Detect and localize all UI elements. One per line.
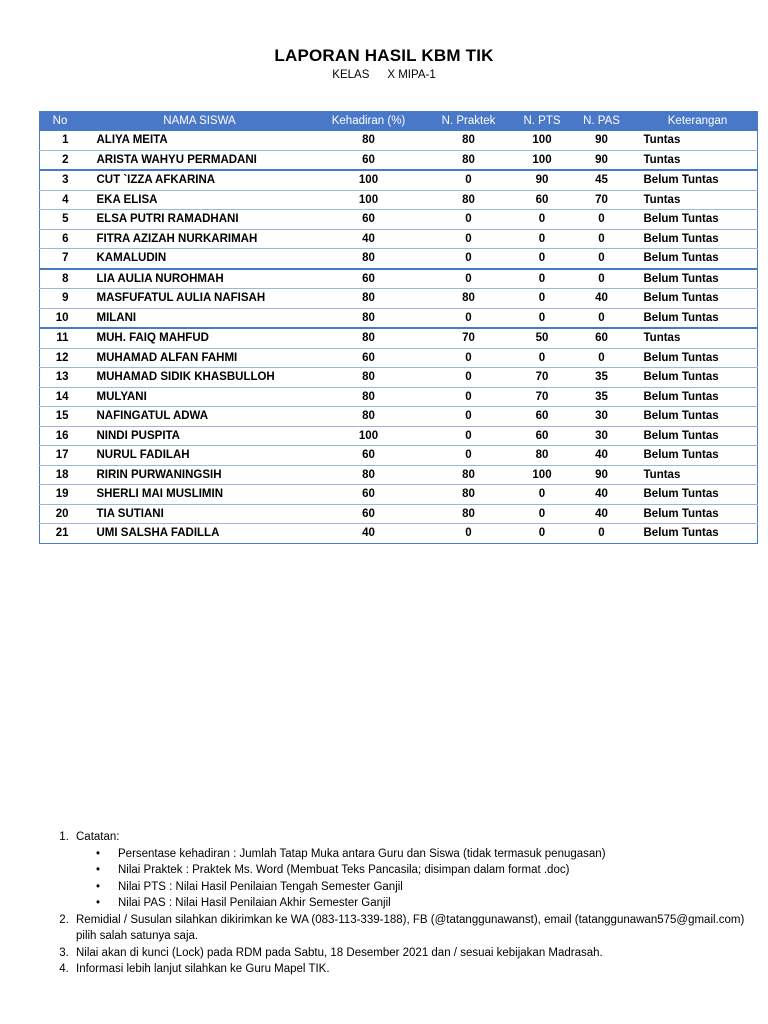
cell-pas: 0 [566, 348, 638, 368]
bullet-text: Nilai Praktek : Praktek Ms. Word (Membuat Teks Pancasila; disimpan dalam format .doc) [118, 864, 570, 876]
cell-pts: 0 [519, 504, 566, 524]
cell-praktek: 80 [419, 190, 519, 210]
cell-no: 20 [40, 504, 81, 524]
cell-no: 13 [40, 368, 81, 388]
cell-keterangan: Belum Tuntas [638, 407, 758, 427]
cell-praktek: 80 [419, 485, 519, 505]
cell-kehadiran: 60 [319, 348, 419, 368]
cell-pas: 0 [566, 269, 638, 289]
table-row [40, 150, 758, 170]
cell-no: 3 [40, 170, 81, 190]
note-item [72, 829, 750, 912]
kelas-value: X MIPA-1 [387, 69, 436, 81]
note-bullet [96, 846, 750, 863]
note-text: Remidial / Susulan silahkan dikirimkan ke WA (083-113-339-188), FB (@tatanggunawanst), email (tatanggunawan575@gmail.com) pilih salah satunya saja. [76, 913, 745, 942]
cell-kehadiran: 80 [319, 131, 419, 151]
cell-name: ALIYA MEITA [81, 131, 319, 151]
table-row [40, 485, 758, 505]
cell-kehadiran: 80 [319, 328, 419, 348]
cell-pas: 40 [566, 446, 638, 466]
cell-pts: 100 [519, 131, 566, 151]
cell-pts: 0 [519, 348, 566, 368]
cell-name: TIA SUTIANI [81, 504, 319, 524]
cell-pts: 50 [519, 328, 566, 348]
cell-praktek: 0 [419, 348, 519, 368]
cell-praktek: 0 [419, 229, 519, 249]
cell-no: 4 [40, 190, 81, 210]
cell-pas: 90 [566, 150, 638, 170]
cell-keterangan: Belum Tuntas [638, 308, 758, 328]
cell-keterangan: Belum Tuntas [638, 446, 758, 466]
cell-name: ARISTA WAHYU PERMADANI [81, 150, 319, 170]
cell-keterangan: Belum Tuntas [638, 426, 758, 446]
cell-keterangan: Tuntas [638, 150, 758, 170]
cell-name: UMI SALSHA FADILLA [81, 524, 319, 544]
cell-no: 2 [40, 150, 81, 170]
cell-kehadiran: 100 [319, 426, 419, 446]
cell-kehadiran: 80 [319, 249, 419, 269]
cell-praktek: 0 [419, 524, 519, 544]
cell-kehadiran: 60 [319, 504, 419, 524]
cell-keterangan: Belum Tuntas [638, 348, 758, 368]
table-row [40, 328, 758, 348]
cell-kehadiran: 60 [319, 210, 419, 230]
cell-pts: 90 [519, 170, 566, 190]
class-info [0, 69, 768, 81]
cell-pts: 100 [519, 465, 566, 485]
cell-pts: 70 [519, 387, 566, 407]
cell-praktek: 0 [419, 249, 519, 269]
cell-no: 12 [40, 348, 81, 368]
cell-keterangan: Tuntas [638, 131, 758, 151]
cell-name: MUHAMAD ALFAN FAHMI [81, 348, 319, 368]
cell-name: LIA AULIA NUROHMAH [81, 269, 319, 289]
cell-no: 11 [40, 328, 81, 348]
cell-no: 8 [40, 269, 81, 289]
cell-name: EKA ELISA [81, 190, 319, 210]
cell-no: 18 [40, 465, 81, 485]
note-text: Catatan: [76, 831, 120, 843]
table-row [40, 249, 758, 269]
cell-pts: 0 [519, 249, 566, 269]
cell-keterangan: Tuntas [638, 465, 758, 485]
cell-praktek: 0 [419, 368, 519, 388]
cell-keterangan: Tuntas [638, 190, 758, 210]
cell-pas: 0 [566, 229, 638, 249]
cell-no: 10 [40, 308, 81, 328]
cell-keterangan: Belum Tuntas [638, 229, 758, 249]
cell-name: NAFINGATUL ADWA [81, 407, 319, 427]
cell-keterangan: Belum Tuntas [638, 485, 758, 505]
table-row [40, 170, 758, 190]
cell-praktek: 80 [419, 150, 519, 170]
cell-no: 17 [40, 446, 81, 466]
cell-no: 19 [40, 485, 81, 505]
cell-keterangan: Belum Tuntas [638, 269, 758, 289]
cell-kehadiran: 100 [319, 190, 419, 210]
table-row [40, 524, 758, 544]
table-row [40, 308, 758, 328]
cell-praktek: 0 [419, 269, 519, 289]
cell-keterangan: Belum Tuntas [638, 368, 758, 388]
col-header-no: No [40, 112, 81, 131]
cell-pts: 70 [519, 368, 566, 388]
col-header-kehadiran: Kehadiran (%) [319, 112, 419, 131]
cell-pts: 0 [519, 289, 566, 309]
page-title: LAPORAN HASIL KBM TIK [274, 46, 494, 65]
cell-pas: 60 [566, 328, 638, 348]
cell-kehadiran: 80 [319, 387, 419, 407]
table-header-row [40, 112, 758, 131]
cell-pts: 0 [519, 524, 566, 544]
kelas-label: KELAS [332, 69, 370, 81]
cell-name: NINDI PUSPITA [81, 426, 319, 446]
col-header-pas: N. PAS [566, 112, 638, 131]
cell-no: 1 [40, 131, 81, 151]
cell-no: 16 [40, 426, 81, 446]
table-row [40, 368, 758, 388]
cell-pas: 35 [566, 368, 638, 388]
table-row [40, 210, 758, 230]
cell-kehadiran: 60 [319, 150, 419, 170]
cell-praktek: 0 [419, 210, 519, 230]
cell-keterangan: Belum Tuntas [638, 210, 758, 230]
cell-praktek: 0 [419, 446, 519, 466]
note-item [72, 912, 750, 945]
cell-name: MUHAMAD SIDIK KHASBULLOH [81, 368, 319, 388]
cell-pas: 30 [566, 407, 638, 427]
cell-pas: 30 [566, 426, 638, 446]
cell-praktek: 0 [419, 170, 519, 190]
cell-name: SHERLI MAI MUSLIMIN [81, 485, 319, 505]
cell-name: MASFUFATUL AULIA NAFISAH [81, 289, 319, 309]
cell-kehadiran: 80 [319, 289, 419, 309]
cell-pas: 90 [566, 465, 638, 485]
cell-name: CUT `IZZA AFKARINA [81, 170, 319, 190]
cell-kehadiran: 60 [319, 485, 419, 505]
cell-pas: 70 [566, 190, 638, 210]
cell-name: NURUL FADILAH [81, 446, 319, 466]
cell-pas: 40 [566, 504, 638, 524]
cell-praktek: 80 [419, 504, 519, 524]
cell-pts: 60 [519, 407, 566, 427]
table-row [40, 190, 758, 210]
cell-keterangan: Belum Tuntas [638, 170, 758, 190]
cell-keterangan: Tuntas [638, 328, 758, 348]
table-row [40, 426, 758, 446]
cell-praktek: 80 [419, 289, 519, 309]
table-row [40, 387, 758, 407]
bullet-text: Nilai PTS : Nilai Hasil Penilaian Tengah Semester Ganjil [118, 880, 403, 893]
cell-no: 21 [40, 524, 81, 544]
cell-name: RIRIN PURWANINGSIH [81, 465, 319, 485]
cell-pts: 80 [519, 446, 566, 466]
table-row [40, 465, 758, 485]
cell-pts: 60 [519, 426, 566, 446]
note-text: Nilai akan di kunci (Lock) pada RDM pada Sabtu, 18 Desember 2021 dan / sesuai kebijakan Madrasah. [76, 946, 603, 959]
note-item [72, 961, 750, 978]
bullet-text: Persentase kehadiran : Jumlah Tatap Muka antara Guru dan Siswa (tidak termasuk penugasan) [118, 847, 606, 860]
cell-pas: 90 [566, 131, 638, 151]
cell-pas: 0 [566, 524, 638, 544]
note-bullets [76, 846, 750, 912]
grade-table [39, 111, 758, 544]
cell-kehadiran: 100 [319, 170, 419, 190]
cell-keterangan: Belum Tuntas [638, 387, 758, 407]
cell-no: 15 [40, 407, 81, 427]
cell-praktek: 0 [419, 407, 519, 427]
cell-kehadiran: 80 [319, 465, 419, 485]
cell-keterangan: Belum Tuntas [638, 524, 758, 544]
table-row [40, 289, 758, 309]
cell-kehadiran: 60 [319, 269, 419, 289]
table-row [40, 407, 758, 427]
cell-kehadiran: 80 [319, 308, 419, 328]
cell-keterangan: Belum Tuntas [638, 504, 758, 524]
cell-pts: 0 [519, 269, 566, 289]
cell-kehadiran: 80 [319, 368, 419, 388]
note-item [72, 945, 750, 962]
notes-list [50, 829, 750, 978]
cell-name: MUH. FAIQ MAHFUD [81, 328, 319, 348]
col-header-name: NAMA SISWA [81, 112, 319, 131]
cell-pts: 60 [519, 190, 566, 210]
table-row [40, 446, 758, 466]
cell-no: 9 [40, 289, 81, 309]
cell-kehadiran: 40 [319, 524, 419, 544]
cell-name: FITRA AZIZAH NURKARIMAH [81, 229, 319, 249]
cell-pts: 0 [519, 308, 566, 328]
table-row [40, 131, 758, 151]
cell-pas: 40 [566, 485, 638, 505]
notes-section [50, 829, 750, 978]
cell-name: MULYANI [81, 387, 319, 407]
cell-pts: 100 [519, 150, 566, 170]
table-row [40, 348, 758, 368]
cell-pts: 0 [519, 210, 566, 230]
note-bullet [96, 862, 750, 879]
cell-pts: 0 [519, 485, 566, 505]
cell-pts: 0 [519, 229, 566, 249]
cell-no: 14 [40, 387, 81, 407]
note-text: Informasi lebih lanjut silahkan ke Guru Mapel TIK. [76, 963, 330, 975]
cell-name: KAMALUDIN [81, 249, 319, 269]
cell-praktek: 80 [419, 131, 519, 151]
cell-pas: 35 [566, 387, 638, 407]
cell-no: 6 [40, 229, 81, 249]
col-header-praktek: N. Praktek [419, 112, 519, 131]
bullet-dot-icon: • [96, 880, 101, 893]
note-bullet [96, 879, 750, 896]
cell-kehadiran: 80 [319, 407, 419, 427]
cell-praktek: 70 [419, 328, 519, 348]
cell-name: ELSA PUTRI RAMADHANI [81, 210, 319, 230]
cell-keterangan: Belum Tuntas [638, 289, 758, 309]
bullet-dot-icon: • [96, 864, 101, 876]
note-bullet [96, 895, 750, 912]
cell-praktek: 0 [419, 387, 519, 407]
cell-praktek: 0 [419, 308, 519, 328]
bullet-dot-icon: • [96, 847, 101, 860]
cell-pas: 45 [566, 170, 638, 190]
cell-keterangan: Belum Tuntas [638, 249, 758, 269]
bullet-text: Nilai PAS : Nilai Hasil Penilaian Akhir Semester Ganjil [118, 897, 391, 909]
cell-name: MILANI [81, 308, 319, 328]
cell-no: 5 [40, 210, 81, 230]
cell-kehadiran: 40 [319, 229, 419, 249]
cell-pas: 0 [566, 249, 638, 269]
col-header-pts: N. PTS [519, 112, 566, 131]
cell-no: 7 [40, 249, 81, 269]
table-row [40, 229, 758, 249]
bullet-dot-icon: • [96, 897, 101, 909]
cell-praktek: 80 [419, 465, 519, 485]
table-row [40, 504, 758, 524]
col-header-keterangan: Keterangan [638, 112, 758, 131]
table-row [40, 269, 758, 289]
cell-pas: 0 [566, 308, 638, 328]
cell-pas: 40 [566, 289, 638, 309]
cell-kehadiran: 60 [319, 446, 419, 466]
cell-praktek: 0 [419, 426, 519, 446]
cell-pas: 0 [566, 210, 638, 230]
